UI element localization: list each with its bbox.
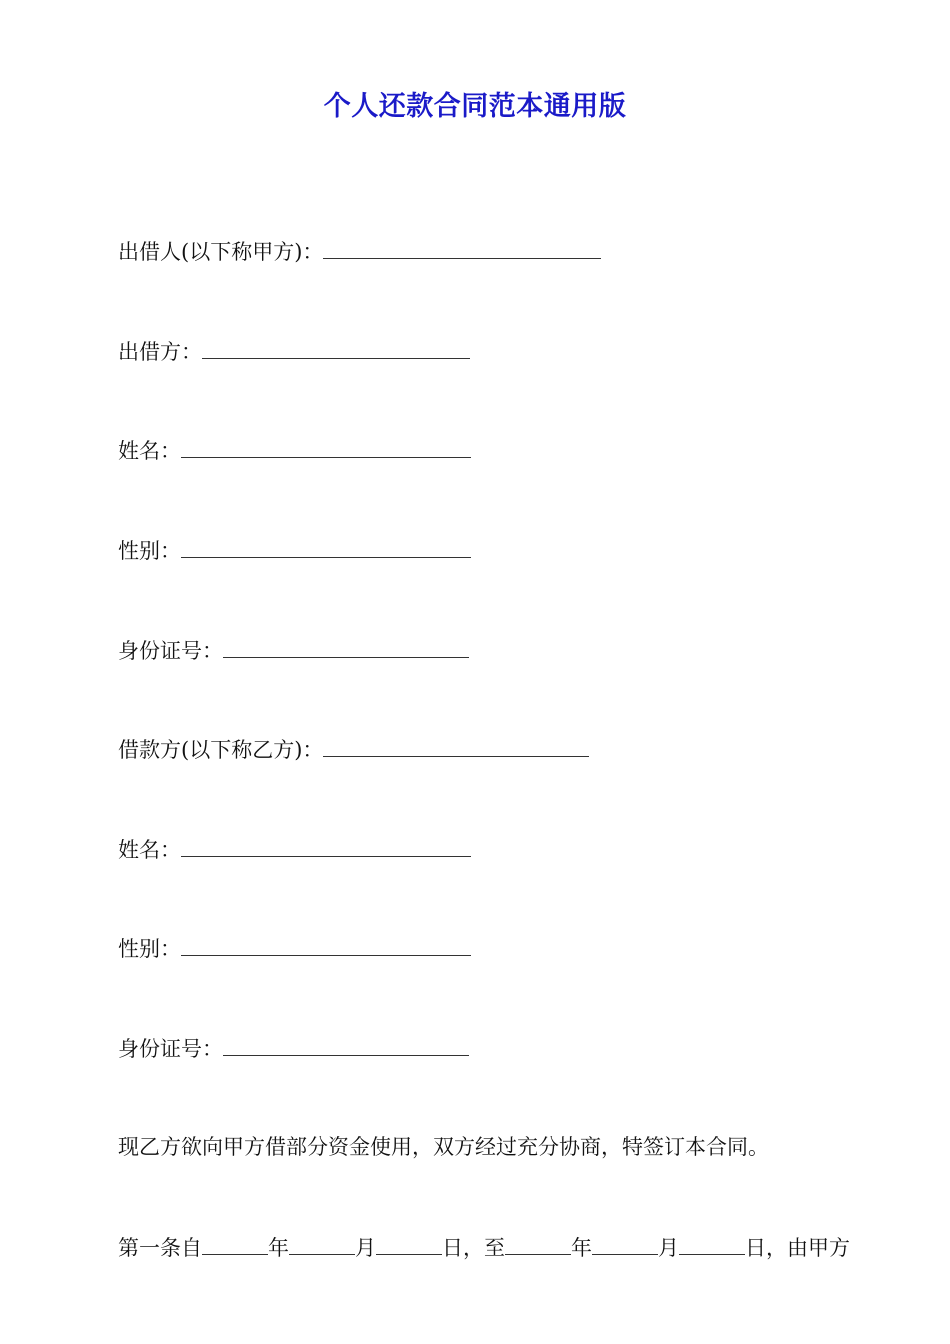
start-day-blank[interactable] bbox=[376, 1232, 442, 1255]
lender-gender-label: 性别： bbox=[118, 539, 181, 563]
lender-name-label: 姓名： bbox=[118, 439, 181, 463]
lender-id-label: 身份证号： bbox=[118, 639, 223, 663]
lender-field bbox=[118, 236, 601, 267]
clause-one bbox=[118, 1232, 850, 1263]
lender-gender-blank[interactable] bbox=[181, 535, 471, 558]
borrower-name-label: 姓名： bbox=[118, 838, 181, 862]
borrower-field bbox=[118, 734, 589, 765]
end-year-label: 年 bbox=[571, 1236, 592, 1260]
lending-party-label: 出借方： bbox=[118, 340, 202, 364]
borrower-label: 借款方(以下称乙方)： bbox=[118, 738, 324, 762]
lender-blank[interactable] bbox=[323, 236, 601, 259]
borrower-blank[interactable] bbox=[323, 734, 589, 757]
document-title: 个人还款合同范本通用版 bbox=[323, 91, 627, 122]
lender-name-field bbox=[118, 435, 471, 466]
borrower-name-blank[interactable] bbox=[181, 834, 471, 857]
borrower-id-blank[interactable] bbox=[223, 1033, 469, 1056]
lender-id-field bbox=[118, 635, 469, 666]
borrower-gender-label: 性别： bbox=[118, 937, 181, 961]
lender-name-blank[interactable] bbox=[181, 435, 471, 458]
end-day-blank[interactable] bbox=[679, 1232, 745, 1255]
lending-party-field bbox=[118, 336, 470, 367]
start-year-blank[interactable] bbox=[202, 1232, 268, 1255]
start-day-label: 日，至 bbox=[442, 1236, 505, 1260]
end-month-blank[interactable] bbox=[592, 1232, 658, 1255]
borrower-id-label: 身份证号： bbox=[118, 1037, 223, 1061]
borrower-gender-blank[interactable] bbox=[181, 933, 471, 956]
start-month-label: 月 bbox=[355, 1236, 376, 1260]
lender-gender-field bbox=[118, 535, 471, 566]
lender-label: 出借人(以下称甲方)： bbox=[118, 240, 324, 264]
lender-id-blank[interactable] bbox=[223, 635, 469, 658]
start-year-label: 年 bbox=[268, 1236, 289, 1260]
borrower-gender-field bbox=[118, 933, 471, 964]
end-year-blank[interactable] bbox=[505, 1232, 571, 1255]
end-day-label: 日，由甲方 bbox=[745, 1236, 850, 1260]
end-month-label: 月 bbox=[658, 1236, 679, 1260]
borrower-id-field bbox=[118, 1033, 469, 1064]
clause-one-start: 第一条自 bbox=[118, 1236, 202, 1260]
lending-party-blank[interactable] bbox=[202, 336, 470, 359]
start-month-blank[interactable] bbox=[289, 1232, 355, 1255]
intro-paragraph: 现乙方欲向甲方借部分资金使用，双方经过充分协商，特签订本合同。 bbox=[118, 1135, 769, 1159]
borrower-name-field bbox=[118, 834, 471, 865]
